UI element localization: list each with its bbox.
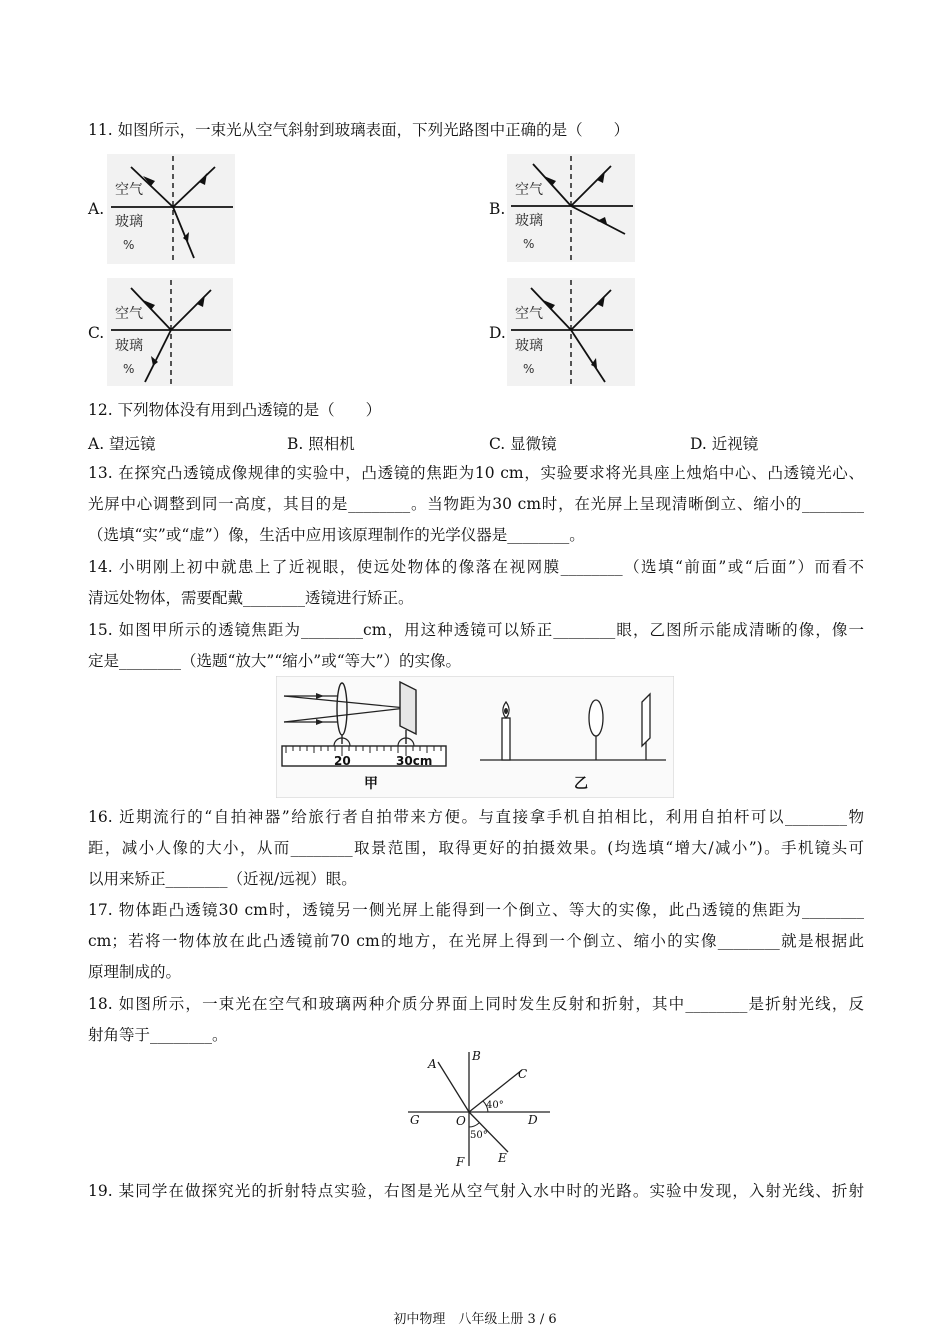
q15-line2: 定是________（选题“放大”“缩小”或“等大”）的实像。 xyxy=(88,652,462,670)
q11-option-c-figure xyxy=(107,278,233,386)
fig-yi-caption: 乙 xyxy=(574,776,588,792)
page-footer: 初中物理 八年级上册 3 / 6 xyxy=(393,1312,557,1327)
q11-option-c-label[interactable]: C. xyxy=(88,324,105,342)
q15-line1: 15. 如图甲所示的透镜焦距为________cm，用这种透镜可以矫正________眼，乙图所示能成清晰的像，像一 xyxy=(88,621,864,639)
svg-text:%: % xyxy=(123,238,135,252)
q16-line1: 16. 近期流行的“自拍神器”给旅行者自拍带来方便。与直接拿手机自拍相比，利用自拍杆可以________物 xyxy=(88,808,864,826)
angle-50: 50° xyxy=(470,1130,488,1141)
glass-label: 玻璃 xyxy=(115,214,143,230)
q12-choice-b[interactable]: B. 照相机 xyxy=(287,435,355,453)
q18-line1: 18. 如图所示，一束光在空气和玻璃两种介质分界面上同时发生反射和折射，其中________是折射光线，反 xyxy=(88,995,864,1013)
svg-text:玻璃: 玻璃 xyxy=(515,213,543,229)
ruler-tick-20: 20 xyxy=(334,754,351,768)
ruler-tick-30: 30cm xyxy=(396,754,433,768)
q11-option-b-figure xyxy=(507,154,635,262)
q17-line1: 17. 物体距凸透镜30 cm时，透镜另一侧光屏上能得到一个倒立、等大的实像，此凸透镜的焦距为________ xyxy=(88,901,864,919)
svg-text:空气: 空气 xyxy=(515,182,543,198)
point-c: C xyxy=(518,1067,528,1081)
q14-line1: 14. 小明刚上初中就患上了近视眼，使远处物体的像落在视网膜________（选填“前面”或“后面”）而看不 xyxy=(88,558,864,576)
q15-figures xyxy=(276,676,674,798)
q11-option-b-label[interactable]: B. xyxy=(489,200,506,218)
svg-text:空气: 空气 xyxy=(115,306,143,322)
q14-line2: 清远处物体，需要配戴________透镜进行矫正。 xyxy=(88,589,414,607)
q18-line2: 射角等于________。 xyxy=(88,1026,228,1044)
svg-text:玻璃: 玻璃 xyxy=(515,338,543,354)
svg-text:%: % xyxy=(523,362,535,376)
q16-line2: 距，减小人像的大小，从而________取景范围，取得更好的拍摄效果。(均选填“增大/减小”)。手机镜头可 xyxy=(88,839,864,857)
q11-option-d-figure xyxy=(507,278,635,386)
q13-line1: 13. 在探究凸透镜成像规律的实验中，凸透镜的焦距为10 cm，实验要求将光具座上烛焰中心、凸透镜光心、 xyxy=(88,464,864,482)
q16-line3: 以用来矫正________（近视/远视）眼。 xyxy=(88,870,357,888)
point-e: E xyxy=(498,1151,507,1165)
q11-option-d-label[interactable]: D. xyxy=(489,324,506,342)
svg-text:玻璃: 玻璃 xyxy=(115,338,143,354)
air-label: 空气 xyxy=(115,182,143,198)
q13-line3: （选填“实”或“虚”）像，生活中应用该原理制作的光学仪器是________。 xyxy=(88,526,585,544)
point-f: F xyxy=(456,1155,465,1169)
angle-40: 40° xyxy=(486,1100,504,1111)
q11-option-a-figure xyxy=(107,154,235,264)
q12-stem: 12. 下列物体没有用到凸透镜的是（ ） xyxy=(88,401,382,419)
svg-text:%: % xyxy=(123,362,135,376)
q12-choice-a[interactable]: A. 望远镜 xyxy=(88,435,156,453)
point-b: B xyxy=(472,1049,481,1063)
fig-jia-caption: 甲 xyxy=(364,776,378,792)
point-d: D xyxy=(528,1113,538,1127)
q11-option-a-label[interactable]: A. xyxy=(88,200,105,218)
point-o: O xyxy=(456,1114,466,1128)
q18-figure xyxy=(404,1048,554,1172)
point-g: G xyxy=(410,1113,420,1127)
q17-line3: 原理制成的。 xyxy=(88,963,182,981)
q12-choice-c[interactable]: C. 显微镜 xyxy=(489,435,557,453)
q13-line2: 光屏中心调整到同一高度，其目的是________。当物距为30 cm时，在光屏上呈现清晰倒立、缩小的________ xyxy=(88,495,864,513)
point-a: A xyxy=(428,1057,437,1071)
q11-stem: 11. 如图所示，一束光从空气斜射到玻璃表面，下列光路图中正确的是（ ） xyxy=(88,121,630,139)
svg-text:%: % xyxy=(523,237,535,251)
q12-choice-d[interactable]: D. 近视镜 xyxy=(690,435,759,453)
q17-line2: cm；若将一物体放在此凸透镜前70 cm的地方，在光屏上得到一个倒立、缩小的实像________就是根据此 xyxy=(88,932,864,950)
q19-line1: 19. 某同学在做探究光的折射特点实验，右图是光从空气射入水中时的光路。实验中发现，入射光线、折射 xyxy=(88,1182,864,1200)
svg-text:空气: 空气 xyxy=(515,306,543,322)
